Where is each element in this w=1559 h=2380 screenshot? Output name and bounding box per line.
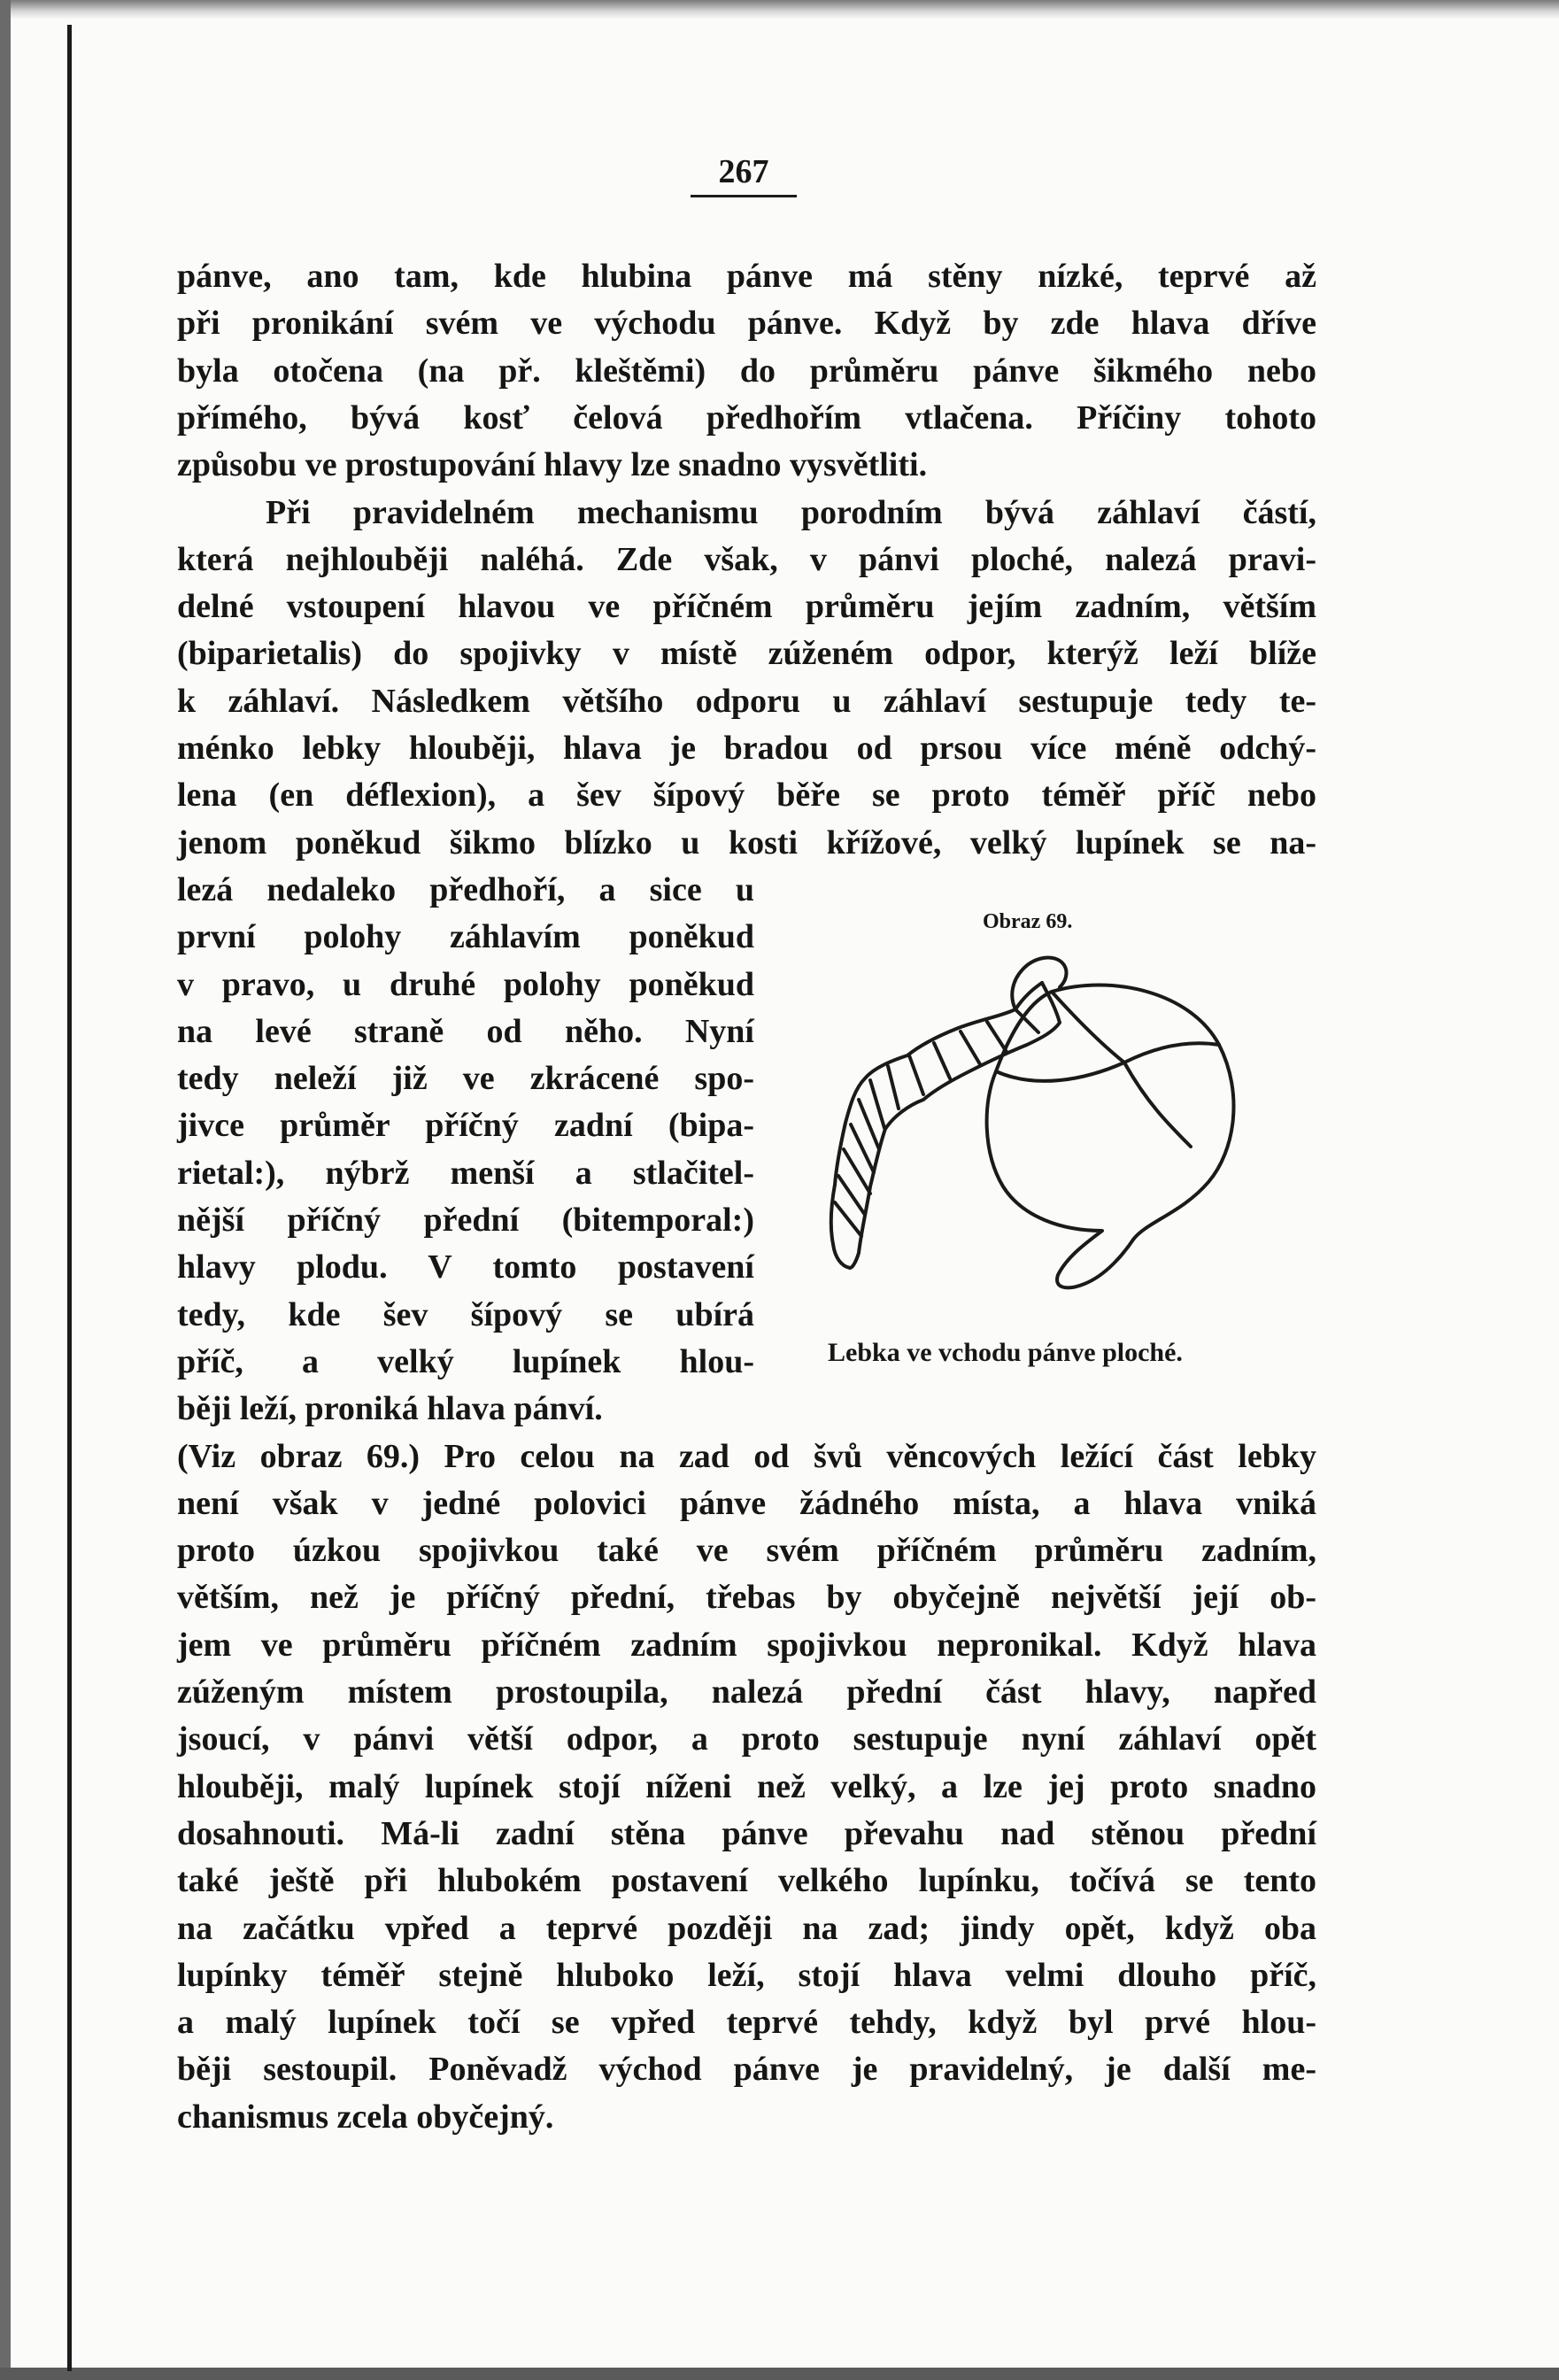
scan-edge-left xyxy=(0,0,11,2380)
text-line: lena (en déflexion), a šev šípový běře se proto téměř příč nebo xyxy=(177,777,1316,814)
figure-caption: Lebka ve vchodu pánve ploché. xyxy=(828,1338,1183,1367)
text-line: tedy neleží již ve zkrácené spo- xyxy=(177,1060,754,1097)
text-line: pánve, ano tam, kde hlubina pánve má stěny nízké, teprvé až xyxy=(177,258,1316,295)
text-line: Při pravidelném mechanismu porodním bývá záhlaví částí, xyxy=(266,494,1316,531)
page-number: 267 xyxy=(691,152,797,197)
text-line: hlouběji, malý lupínek stojí níženi než velký, a lze jej proto snadno xyxy=(177,1768,1316,1805)
text-line: větším, než je příčný přední, třebas by obyčejně největší její ob- xyxy=(177,1579,1316,1616)
text-line: příč, a velký lupínek hlou- xyxy=(177,1343,754,1380)
text-line: přímého, bývá kosť čelová předhořím vtlačena. Příčiny tohoto xyxy=(177,399,1316,437)
text-line: rietal:), nýbrž menší a stlačitel- xyxy=(177,1155,754,1192)
text-line: při pronikání svém ve východu pánve. Když by zde hlava dříve xyxy=(177,305,1316,342)
text-line: způsobu ve prostupování hlavy lze snadno vysvětliti. xyxy=(177,446,928,483)
text-line: ménko lebky hlouběji, hlava je bradou od prsou více méně odchý- xyxy=(177,730,1316,767)
text-line: (biparietalis) do spojivky v místě zúženém odpor, kterýž leží blíže xyxy=(177,635,1316,672)
text-line: první polohy záhlavím poněkud xyxy=(177,918,754,955)
figure-label: Obraz 69. xyxy=(983,910,1073,933)
scan-edge-bottom xyxy=(0,2368,1559,2380)
skull-in-pelvis-illustration xyxy=(810,947,1324,1337)
text-line: a malý lupínek točí se vpřed teprvé tehdy, když byl prvé hlou- xyxy=(177,2004,1316,2041)
text-line: k záhlaví. Následkem většího odporu u záhlaví sestupuje tedy te- xyxy=(177,683,1316,720)
text-line: která nejhlouběji naléhá. Zde však, v pánvi ploché, nalezá pravi- xyxy=(177,541,1316,578)
scan-edge-top xyxy=(0,0,1559,19)
text-line: (Viz obraz 69.) Pro celou na zad od švů věncových ležící část lebky xyxy=(177,1438,1316,1475)
text-line: jsoucí, v pánvi větší odpor, a proto sestupuje nyní záhlaví opět xyxy=(177,1720,1316,1758)
text-line: jenom poněkud šikmo blízko u kosti křížové, velký lupínek se na- xyxy=(177,824,1316,862)
text-line: hlavy plodu. V tomto postavení xyxy=(177,1248,754,1286)
text-line: na levé straně od něho. Nyní xyxy=(177,1013,754,1050)
text-line: chanismus zcela obyčejný. xyxy=(177,2098,554,2136)
text-line: jem ve průměru příčném zadním spojivkou nepronikal. Když hlava xyxy=(177,1627,1316,1664)
text-line: zúženým místem prostoupila, nalezá přední část hlavy, napřed xyxy=(177,1673,1316,1711)
text-line: delné vstoupení hlavou ve příčném průměru jejím zadním, větším xyxy=(177,588,1316,625)
text-line: tedy, kde šev šípový se ubírá xyxy=(177,1296,754,1333)
text-line: běji sestoupil. Poněvadž východ pánve je pravidelný, je další me- xyxy=(177,2051,1316,2088)
text-line: lezá nedaleko předhoří, a sice u xyxy=(177,871,754,908)
text-line: běji leží, proniká hlava pánví. xyxy=(177,1390,603,1427)
text-line: v pravo, u druhé polohy poněkud xyxy=(177,966,754,1003)
text-line: není však v jedné polovici pánve žádného místa, a hlava vniká xyxy=(177,1485,1316,1522)
text-line: byla otočena (na př. kleštěmi) do průměru pánve šikmého nebo xyxy=(177,352,1316,390)
text-line: také ještě při hlubokém postavení velkého lupínku, točívá se tento xyxy=(177,1862,1316,1899)
text-line: proto úzkou spojivkou také ve svém příčném průměru zadním, xyxy=(177,1532,1316,1569)
text-line: dosahnouti. Má-li zadní stěna pánve převahu nad stěnou přední xyxy=(177,1815,1316,1852)
page-border-line xyxy=(67,25,72,2371)
text-line: lupínky téměř stejně hluboko leží, stojí hlava velmi dlouho příč, xyxy=(177,1957,1316,1994)
text-line: nější příčný přední (bitemporal:) xyxy=(177,1202,754,1239)
text-line: na začátku vpřed a teprvé později na zad; jindy opět, když oba xyxy=(177,1910,1316,1947)
text-line: jivce průměr příčný zadní (bipa- xyxy=(177,1107,754,1144)
